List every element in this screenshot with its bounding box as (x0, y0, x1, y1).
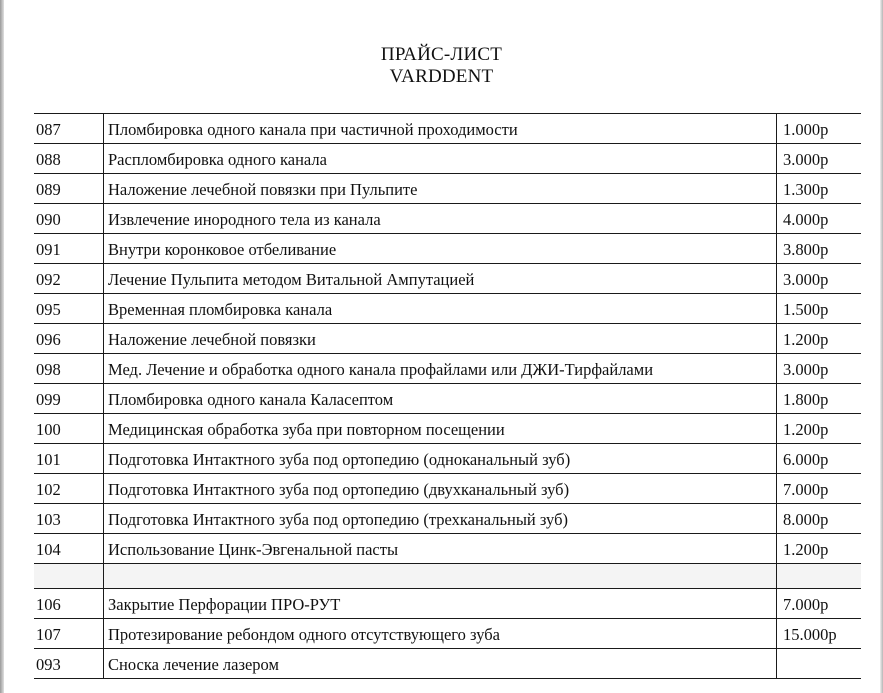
service-code: 099 (34, 384, 104, 414)
table-row (34, 384, 861, 414)
table-row (34, 114, 861, 144)
table-row (34, 294, 861, 324)
service-name: Лечение Пульпита методом Витальной Ампутацией (104, 264, 777, 294)
table-row (34, 414, 861, 444)
service-code: 087 (34, 114, 104, 144)
service-code: 092 (34, 264, 104, 294)
service-name: Наложение лечебной повязки (104, 324, 777, 354)
service-price: 6.000р (777, 444, 862, 474)
service-code (34, 564, 104, 589)
service-code: 098 (34, 354, 104, 384)
service-price: 3.000р (777, 144, 862, 174)
table-row (34, 354, 861, 384)
table-row (34, 234, 861, 264)
service-price: 7.000р (777, 474, 862, 504)
service-name: Наложение лечебной повязки при Пульпите (104, 174, 777, 204)
service-name: Пломбировка одного канала при частичной проходимости (104, 114, 777, 144)
service-code: 093 (34, 649, 104, 679)
service-price: 7.000р (777, 589, 862, 619)
service-name: Пломбировка одного канала Каласептом (104, 384, 777, 414)
table-row (34, 324, 861, 354)
table-row (34, 144, 861, 174)
service-name: Подготовка Интактного зуба под ортопедию (одноканальный зуб) (104, 444, 777, 474)
table-row (34, 174, 861, 204)
service-name: Медицинская обработка зуба при повторном посещении (104, 414, 777, 444)
service-name: Закрытие Перфорации ПРО-РУТ (104, 589, 777, 619)
clinic-name: VARDDENT (389, 66, 494, 87)
table-row (34, 649, 861, 679)
service-price: 3.000р (777, 264, 862, 294)
service-price: 1.200р (777, 414, 862, 444)
service-name: Распломбировка одного канала (104, 144, 777, 174)
service-code: 101 (34, 444, 104, 474)
table-row (34, 589, 861, 619)
table-row (34, 474, 861, 504)
service-code: 106 (34, 589, 104, 619)
service-code: 102 (34, 474, 104, 504)
table-row (34, 504, 861, 534)
service-price: 15.000р (777, 619, 862, 649)
table-row (34, 204, 861, 234)
table-row (34, 264, 861, 294)
table-row (34, 619, 861, 649)
service-price: 1.000р (777, 114, 862, 144)
service-code: 088 (34, 144, 104, 174)
service-name: Извлечение инородного тела из канала (104, 204, 777, 234)
service-code: 091 (34, 234, 104, 264)
service-name (104, 564, 777, 589)
document-title: ПРАЙС-ЛИСТ (380, 44, 503, 65)
service-price: 1.300р (777, 174, 862, 204)
service-name: Протезирование ребондом одного отсутствующего зуба (104, 619, 777, 649)
service-price (777, 649, 862, 679)
service-name: Внутри коронковое отбеливание (104, 234, 777, 264)
service-code: 095 (34, 294, 104, 324)
service-price: 8.000р (777, 504, 862, 534)
service-code: 104 (34, 534, 104, 564)
service-code: 090 (34, 204, 104, 234)
service-price: 1.200р (777, 324, 862, 354)
document-header (0, 44, 883, 88)
service-code: 089 (34, 174, 104, 204)
service-code: 103 (34, 504, 104, 534)
service-code: 100 (34, 414, 104, 444)
service-code: 096 (34, 324, 104, 354)
table-row-blank (34, 564, 861, 589)
price-table (34, 113, 861, 679)
service-price: 3.800р (777, 234, 862, 264)
service-price: 1.500р (777, 294, 862, 324)
service-name: Мед. Лечение и обработка одного канала профайлами или ДЖИ-Тирфайлами (104, 354, 777, 384)
service-name: Сноска лечение лазером (104, 649, 777, 679)
service-price: 1.800р (777, 384, 862, 414)
service-name: Подготовка Интактного зуба под ортопедию (двухканальный зуб) (104, 474, 777, 504)
scan-edge-left (0, 0, 4, 693)
service-price: 3.000р (777, 354, 862, 384)
service-price: 1.200р (777, 534, 862, 564)
service-name: Подготовка Интактного зуба под ортопедию (трехканальный зуб) (104, 504, 777, 534)
service-name: Временная пломбировка канала (104, 294, 777, 324)
table-row (34, 444, 861, 474)
table-row (34, 534, 861, 564)
service-price (777, 564, 862, 589)
service-price: 4.000р (777, 204, 862, 234)
service-code: 107 (34, 619, 104, 649)
service-name: Использование Цинк-Эвгенальной пасты (104, 534, 777, 564)
